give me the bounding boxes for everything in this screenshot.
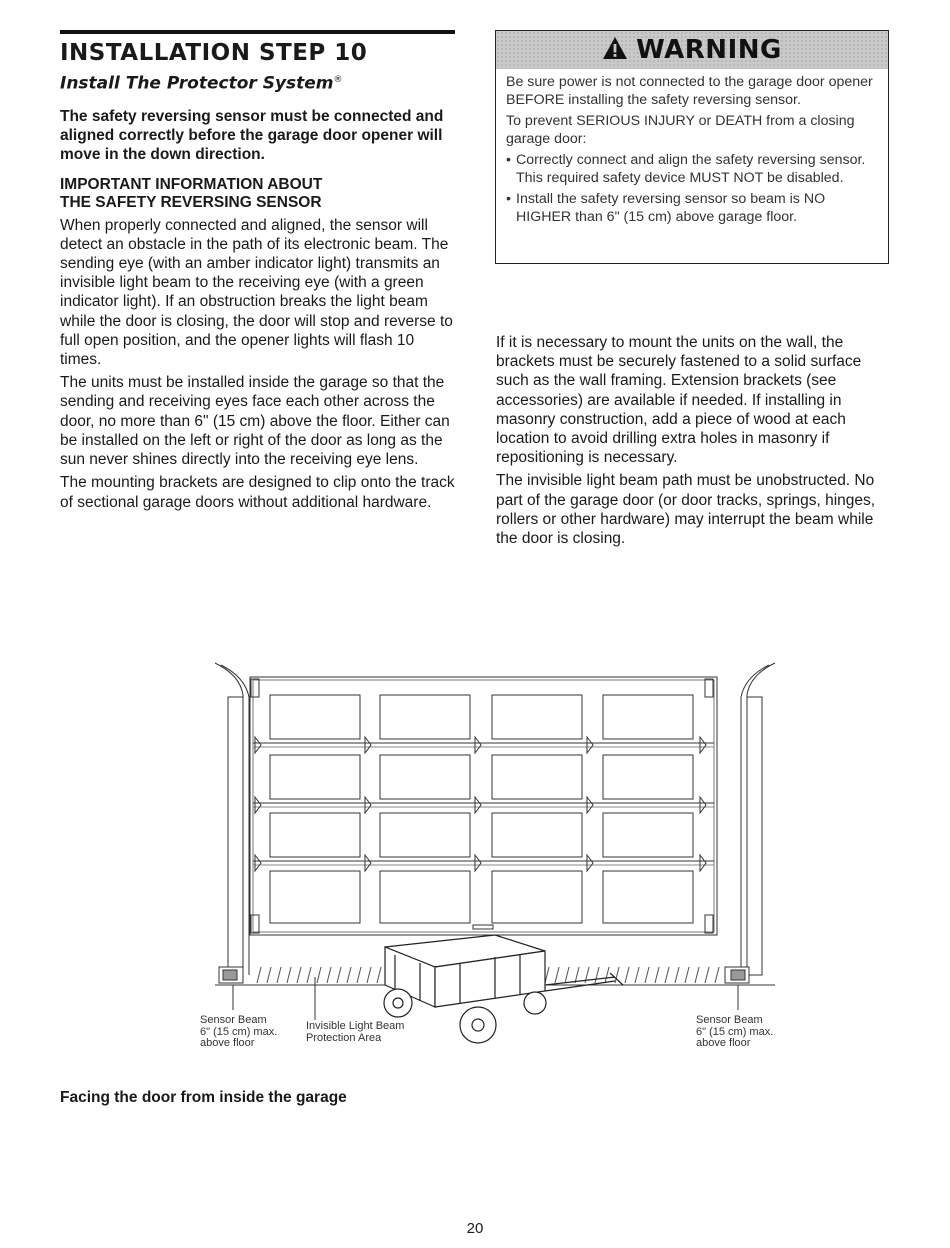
warning-triangle-icon — [602, 36, 628, 65]
right-paragraph-2: The invisible light beam path must be unobstructed. No part of the garage door (or door tracks, springs, hinges, rollers or other hardware) may interrupt the beam while the door is closing. — [496, 472, 876, 548]
left-sensor-label-line-3: above floor — [200, 1037, 255, 1049]
warning-bullet-2 — [506, 190, 878, 226]
warning-box — [495, 30, 889, 264]
warning-bullet-1-text: Correctly connect and align the safety reversing sensor. This required safety device MUST NOT be disabled. — [516, 152, 866, 186]
warning-bullet-1 — [506, 151, 878, 187]
garage-door-diagram — [195, 655, 795, 1055]
subtitle-text: Install The Protector System — [60, 73, 334, 94]
left-sensor-label-line-2: 6" (15 cm) max. — [200, 1025, 278, 1038]
garage-door-illustration — [195, 655, 795, 1055]
warning-bullet-2-text: Install the safety reversing sensor so beam is NO HIGHER than 6" (15 cm) above garage floor. — [516, 191, 826, 225]
right-sensor-label-line-2: 6" (15 cm) max. — [696, 1025, 774, 1038]
left-sensor-label-line-1: Sensor Beam — [200, 1014, 267, 1026]
right-sensor-label-line-1: Sensor Beam — [696, 1014, 763, 1026]
paragraph-2: The units must be installed inside the garage so that the sending and receiving eyes face each other across the door, no more than 6" (15 cm) above the floor. Either can be installed on the left or right of the door as long as the sun never shines directly into the receiving eye lens. — [60, 374, 450, 469]
diagram-caption: Facing the door from inside the garage — [60, 1089, 347, 1106]
wagon-obstruction — [384, 935, 623, 1043]
section-heading-line-1: IMPORTANT INFORMATION ABOUT — [60, 175, 323, 193]
page-title: INSTALLATION STEP 10 — [60, 40, 368, 66]
intro-text: The safety reversing sensor must be connected and aligned correctly before the garage door opener will move in the down direction. — [60, 107, 444, 163]
beam-area-label-line-2: Protection Area — [306, 1031, 382, 1044]
right-sensor-label — [696, 1015, 773, 1050]
beam-area-label — [306, 1021, 404, 1044]
right-column — [496, 333, 891, 552]
paragraph-3: The mounting brackets are designed to clip onto the track of sectional garage doors without additional hardware. — [60, 474, 455, 511]
bullet-dot: • — [506, 191, 511, 207]
left-column — [60, 30, 455, 512]
page-subtitle — [60, 69, 455, 95]
bullet-dot: • — [506, 152, 511, 168]
section-heading — [60, 176, 455, 212]
beam-area-label-line-1: Invisible Light Beam — [306, 1020, 405, 1032]
paragraph-1: When properly connected and aligned, the sensor will detect an obstacle in the path of its electronic beam. The sending eye (with an amber indicator light) transmits an invisible light beam to the receiving eye (with a green indicator light). If an obstruction breaks the light beam while the door is closing, the door will stop and reverse to full open position, and the opener lights will flash 10 times. — [60, 216, 453, 369]
title-rule — [60, 30, 455, 34]
right-sensor-label-line-3: above floor — [696, 1037, 751, 1049]
right-paragraph-1: If it is necessary to mount the units on the wall, the brackets must be securely fastened to a solid surface such as the wall framing. Extension brackets (see accessories) are available if needed. If installing in masonry construction, add a piece of wood at each location to avoid drilling extra holes in masonry if repositioning is necessary. — [496, 334, 862, 467]
section-heading-line-2: THE SAFETY REVERSING SENSOR — [60, 193, 322, 211]
warning-header — [496, 31, 888, 69]
warning-line-1: Be sure power is not connected to the garage door opener BEFORE installing the safety reversing sensor. — [506, 74, 873, 108]
warning-title: WARNING — [636, 35, 782, 65]
warning-line-2: To prevent SERIOUS INJURY or DEATH from a closing garage door: — [506, 113, 855, 147]
warning-body — [496, 69, 888, 226]
page-number: 20 — [466, 1220, 484, 1237]
left-sensor-label — [200, 1015, 277, 1050]
registered-mark: ® — [333, 75, 343, 85]
